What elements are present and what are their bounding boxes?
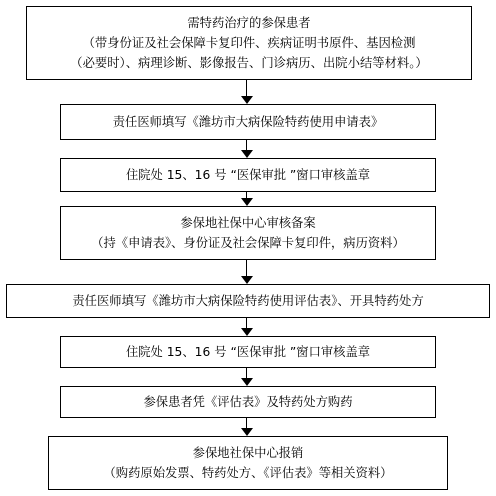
flow-arrow-5 xyxy=(241,318,253,336)
step-8-detail: （购药原始发票、特药处方、《评估表》等相关资料） xyxy=(103,466,393,480)
step-8-title: 参保地社保中心报销 xyxy=(192,446,304,460)
step-3-box xyxy=(60,158,436,192)
step-2-text: 责任医师填写《潍坊市大病保险特药使用申请表》 xyxy=(112,115,384,129)
step-4-box xyxy=(60,206,436,260)
step-4-detail: （持《申请表》、身份证及社会保障卡复印件，病历资料） xyxy=(91,236,405,250)
step-3-text: 住院处 15、16 号 “医保审批 ”窗口审核盖章 xyxy=(125,168,371,182)
flow-arrow-4 xyxy=(241,260,253,284)
flow-arrow-2 xyxy=(241,140,253,158)
step-1-box xyxy=(26,6,472,80)
step-7-text: 参保患者凭《评估表》及特药处方购药 xyxy=(143,395,353,409)
step-7-box xyxy=(60,386,436,418)
step-1-title: 需特药治疗的参保患者 xyxy=(187,16,311,30)
step-1-detail-1: （带身份证及社会保障卡复印件、疾病证明书原件、基因检测 xyxy=(82,36,416,50)
step-1-detail-2: （必要时）、病理诊断、影像报告、门诊病历、出院小结等材料。） xyxy=(70,56,428,70)
step-6-text: 住院处 15、16 号 “医保审批 ”窗口审核盖章 xyxy=(125,345,371,359)
step-5-box xyxy=(6,284,490,318)
flow-arrow-6 xyxy=(241,368,253,386)
flow-arrow-7 xyxy=(241,418,253,436)
step-2-box xyxy=(60,104,436,140)
step-4-title: 参保地社保中心审核备案 xyxy=(180,216,316,230)
flow-arrow-3 xyxy=(241,192,253,206)
flow-arrow-1 xyxy=(241,80,253,104)
step-8-box xyxy=(48,436,448,490)
step-5-text: 责任医师填写《潍坊市大病保险特药使用评估表》、开具特药处方 xyxy=(72,294,424,308)
step-6-box xyxy=(60,336,436,368)
